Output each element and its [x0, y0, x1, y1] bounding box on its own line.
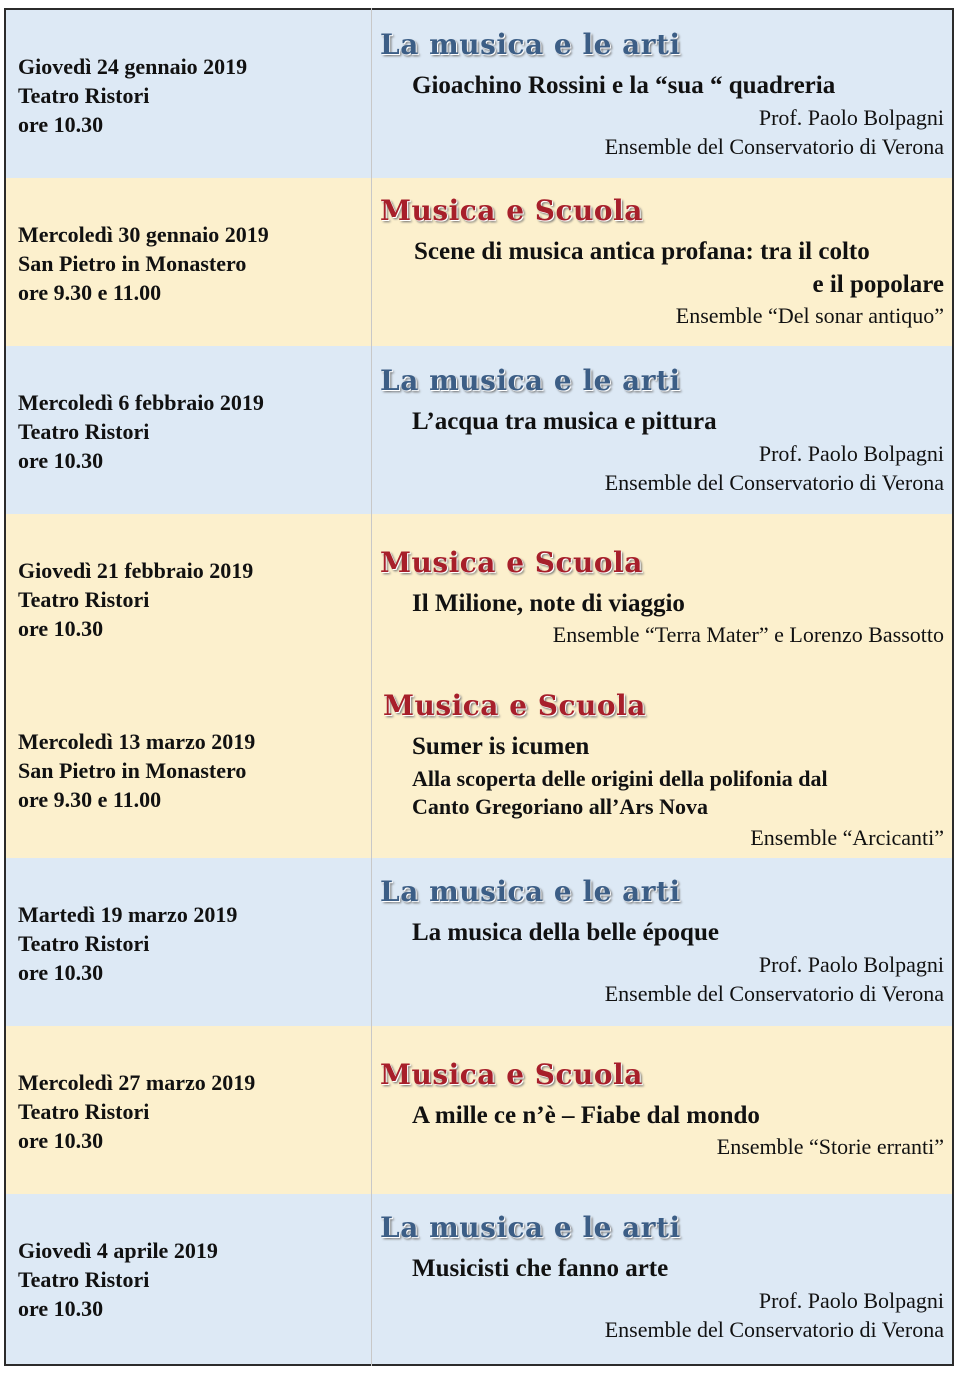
- event-details: [380, 1211, 944, 1344]
- series-title: Musica e Scuola: [380, 194, 643, 227]
- event-venue: Teatro Ristori: [18, 83, 150, 108]
- event-subtitle: Canto Gregoriano all’Ars Nova: [412, 794, 708, 819]
- series-title: La musica e le arti: [380, 28, 681, 61]
- event-details: [380, 875, 944, 1008]
- event-details: [380, 28, 944, 161]
- event-title-continued: e il popolare: [812, 271, 944, 298]
- event-row: [6, 1194, 952, 1364]
- event-venue: Teatro Ristori: [18, 587, 150, 612]
- series-title: La musica e le arti: [380, 875, 681, 908]
- event-date: Martedì 19 marzo 2019: [18, 902, 238, 927]
- performer: Ensemble del Conservatorio di Verona: [604, 981, 944, 1006]
- event-info: [18, 900, 368, 987]
- event-row: [6, 514, 952, 682]
- event-venue: Teatro Ristori: [18, 1099, 150, 1124]
- event-time: ore 10.30: [18, 112, 104, 137]
- event-info: [18, 220, 368, 307]
- event-time: ore 9.30 e 11.00: [18, 280, 162, 305]
- event-date: Giovedì 21 febbraio 2019: [18, 558, 254, 583]
- event-title: Scene di musica antica profana: tra il colto: [414, 238, 870, 265]
- event-info: [18, 1068, 368, 1155]
- event-time: ore 10.30: [18, 960, 104, 985]
- performer: Ensemble del Conservatorio di Verona: [604, 470, 944, 495]
- event-info: [18, 556, 368, 643]
- event-time: ore 10.30: [18, 1296, 104, 1321]
- event-details: [380, 1058, 944, 1161]
- performer: Ensemble “Del sonar antiquo”: [675, 303, 944, 328]
- event-time: ore 10.30: [18, 1128, 104, 1153]
- event-row: [6, 346, 952, 514]
- event-date: Mercoledì 27 marzo 2019: [18, 1070, 256, 1095]
- event-venue: Teatro Ristori: [18, 419, 150, 444]
- performer: Prof. Paolo Bolpagni: [758, 105, 944, 130]
- performer: Prof. Paolo Bolpagni: [758, 952, 944, 977]
- event-venue: San Pietro in Monastero: [18, 758, 247, 783]
- series-title: Musica e Scuola: [380, 1058, 643, 1091]
- event-info: [18, 1236, 368, 1323]
- event-title: Il Milione, note di viaggio: [412, 590, 685, 617]
- event-info: [18, 727, 368, 814]
- event-title: Sumer is icumen: [412, 733, 590, 760]
- event-row: [6, 10, 952, 178]
- event-date: Giovedì 4 aprile 2019: [18, 1238, 218, 1263]
- event-details: [380, 546, 944, 649]
- event-row: [6, 1026, 952, 1194]
- event-venue: Teatro Ristori: [18, 931, 150, 956]
- event-title: La musica della belle époque: [412, 919, 719, 946]
- event-date: Mercoledì 6 febbraio 2019: [18, 390, 264, 415]
- performer: Ensemble “Arcicanti”: [750, 825, 944, 850]
- event-details: [380, 689, 944, 852]
- series-title: Musica e Scuola: [383, 689, 646, 722]
- performer: Ensemble “Storie erranti”: [716, 1134, 944, 1159]
- series-title: La musica e le arti: [380, 364, 681, 397]
- event-subtitle: Alla scoperta delle origini della polifonia dal: [412, 766, 828, 791]
- event-title: L’acqua tra musica e pittura: [412, 408, 717, 435]
- event-venue: San Pietro in Monastero: [18, 251, 247, 276]
- performer: Ensemble del Conservatorio di Verona: [604, 1317, 944, 1342]
- column-divider: [371, 8, 372, 1366]
- event-details: [380, 364, 944, 497]
- performer: Ensemble del Conservatorio di Verona: [604, 134, 944, 159]
- event-info: [18, 52, 368, 139]
- event-details: [380, 194, 944, 330]
- event-date: Mercoledì 30 gennaio 2019: [18, 222, 269, 247]
- event-time: ore 9.30 e 11.00: [18, 787, 162, 812]
- event-title: Gioachino Rossini e la “sua “ quadreria: [412, 72, 836, 99]
- event-row: [6, 858, 952, 1026]
- event-title: Musicisti che fanno arte: [412, 1255, 669, 1282]
- event-row: [6, 178, 952, 346]
- performer: Prof. Paolo Bolpagni: [758, 441, 944, 466]
- event-date: Giovedì 24 gennaio 2019: [18, 54, 248, 79]
- event-time: ore 10.30: [18, 448, 104, 473]
- series-title: Musica e Scuola: [380, 546, 643, 579]
- event-date: Mercoledì 13 marzo 2019: [18, 729, 256, 754]
- performer: Ensemble “Terra Mater” e Lorenzo Bassotto: [552, 622, 944, 647]
- performer: Prof. Paolo Bolpagni: [758, 1288, 944, 1313]
- event-venue: Teatro Ristori: [18, 1267, 150, 1292]
- event-title: A mille ce n’è – Fiabe dal mondo: [412, 1102, 760, 1129]
- event-row: [6, 682, 952, 858]
- event-time: ore 10.30: [18, 616, 104, 641]
- series-title: La musica e le arti: [380, 1211, 681, 1244]
- event-info: [18, 388, 368, 475]
